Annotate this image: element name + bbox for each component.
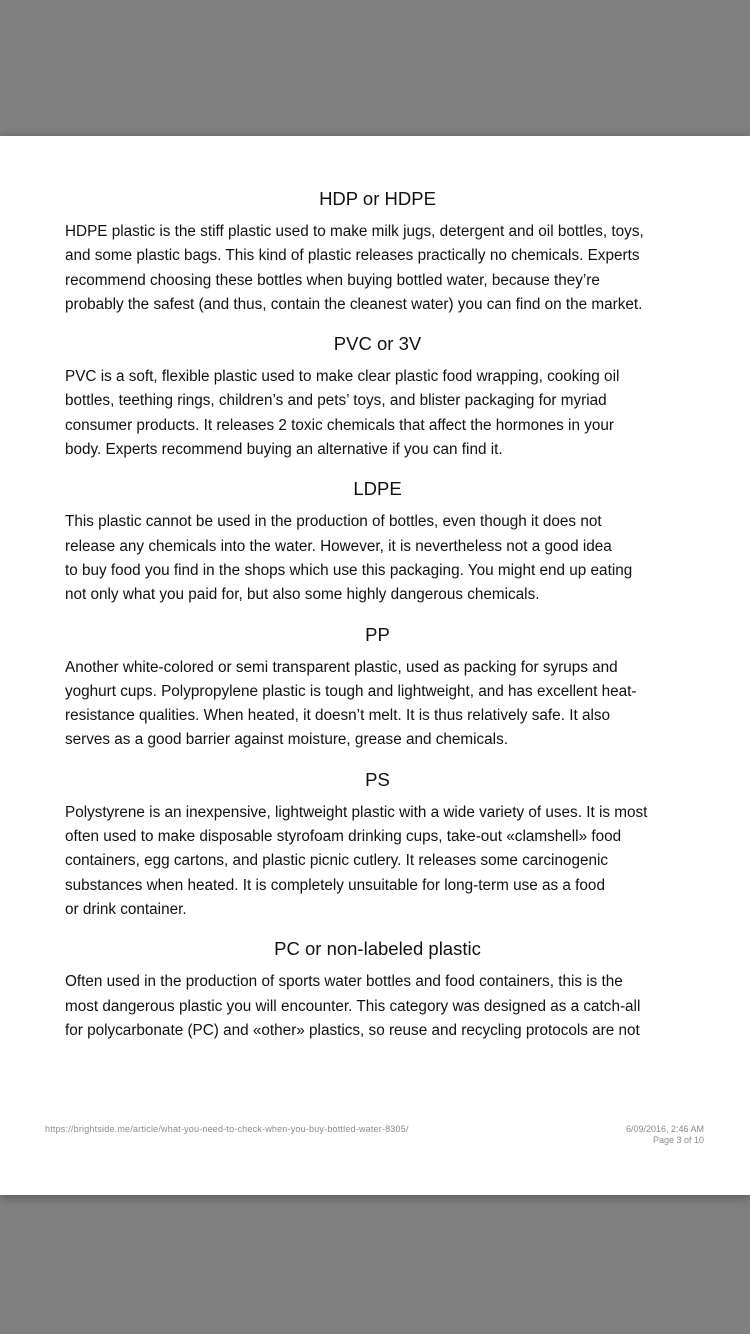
section-body: This plastic cannot be used in the production of bottles, even though it does not release any chemicals into the water. However, it is nevertheless not a good idea to buy food you find in the shops which use this packaging. You might end up eating not only what you paid for, but also some highly dangerous chemicals.: [65, 513, 633, 604]
section-ps: [65, 769, 690, 922]
footer-meta: [626, 1124, 704, 1146]
section-body: Often used in the production of sports water bottles and food containers, this is the most dangerous plastic you will encounter. This category was designed as a catch-all for polycarbonate (PC) and «other» plastics, so reuse and recycling protocols are not: [65, 973, 641, 1039]
section-heading: HDP or HDPE: [319, 188, 436, 209]
section-hdpe: [65, 188, 690, 317]
section-heading: PP: [365, 623, 390, 645]
section-body: Polystyrene is an inexpensive, lightweight plastic with a wide variety of uses. It is most often used to make disposable styrofoam drinking cups, take-out «clamshell» food containers, egg cartons, and plastic picnic cutlery. It releases some carcinogenic substances when heated. It is completely unsuitable for long-term use as a food or drink container.: [65, 803, 648, 918]
footer-url: https://brightside.me/article/what-you-need-to-check-when-you-buy-bottled-water-8305/: [45, 1124, 409, 1134]
document-page: [0, 136, 750, 1195]
section-heading: PC or non-labeled plastic: [274, 938, 481, 960]
section-body: HDPE plastic is the stiff plastic used to make milk jugs, detergent and oil bottles, toys, and some plastic bags. This kind of plastic releases practically no chemicals. Experts recommend choosing these bottles when buying bottled water, because they’re probably the safest (and thus, contain the cleanest water) you can find on the market.: [65, 223, 644, 313]
section-ldpe: [65, 478, 690, 607]
footer-datetime: 6/09/2016, 2:46 AM: [625, 1124, 704, 1134]
section-heading: LDPE: [353, 478, 402, 500]
section-pc: [65, 938, 690, 1043]
section-heading: PVC or 3V: [333, 333, 422, 355]
section-heading: PS: [365, 768, 390, 790]
section-body: Another white-colored or semi transparent plastic, used as packing for syrups and yoghurt cups. Polypropylene plastic is tough and lightweight, and has excellent heat- resistance qualities. When heated, it doesn’t melt. It is thus relatively safe. It also serves as a good barrier against moisture, grease and chemicals.: [65, 658, 637, 749]
footer-page-number: Page 3 of 10: [652, 1135, 704, 1145]
section-body: PVC is a soft, flexible plastic used to make clear plastic food wrapping, cooking oil bottles, teething rings, children’s and pets’ toys, and blister packaging for myriad consumer products. It releases 2 toxic chemicals that affect the hormones in your body. Experts recommend buying an alternative if you can find it.: [65, 368, 620, 459]
article-content: [65, 188, 690, 1059]
section-pvc: [65, 333, 690, 462]
section-pp: [65, 624, 690, 753]
